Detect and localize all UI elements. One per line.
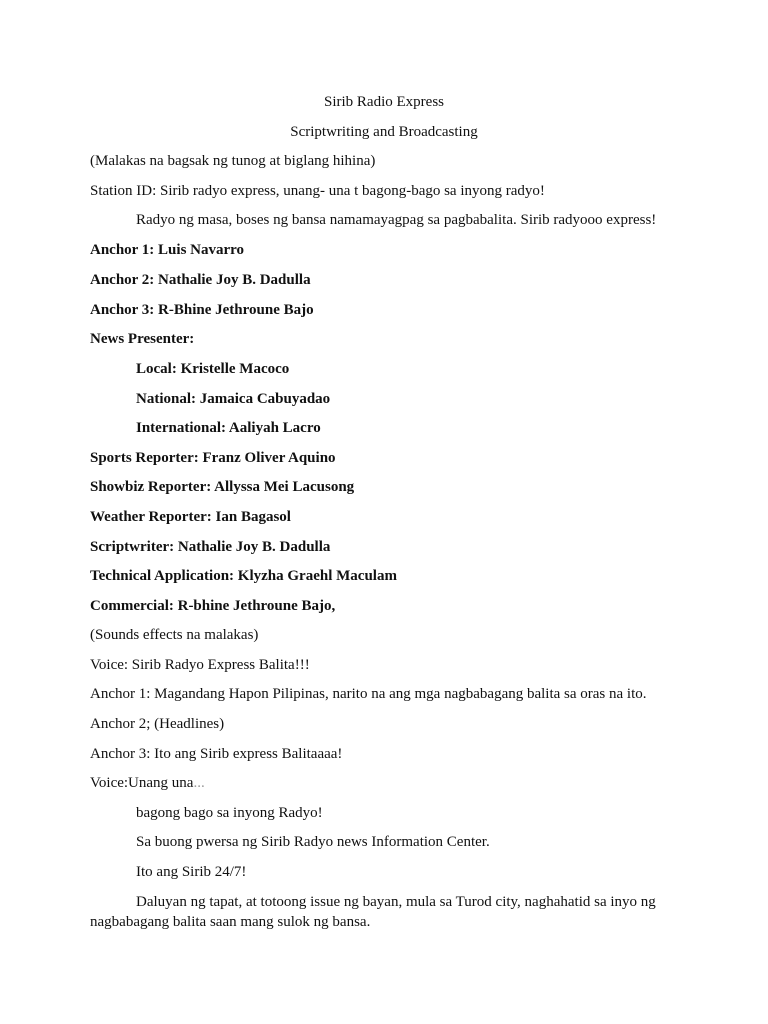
document-title: Sirib Radio Express: [324, 94, 444, 110]
local-presenter-credit: Local: Kristelle Macoco: [136, 361, 290, 377]
commercial-credit: Commercial: R-bhine Jethroune Bajo,: [90, 598, 336, 614]
technical-application-credit: Technical Application: Klyzha Graehl Maculam: [90, 568, 397, 584]
station-id-continuation: Radyo ng masa, boses ng bansa namamayagpag sa pagbabalita. Sirib radyooo express!: [136, 212, 657, 228]
news-presenter-heading: News Presenter:: [90, 331, 195, 347]
voice-continuation-4: Daluyan ng tapat, at totoong issue ng bayan, mula sa Turod city, naghahatid sa inyo ng: [136, 894, 656, 910]
document-subtitle: Scriptwriting and Broadcasting: [290, 124, 478, 140]
anchor-2-credit: Anchor 2: Nathalie Joy B. Dadulla: [90, 272, 311, 288]
station-id-line: Station ID: Sirib radyo express, unang- una t bagong-bago sa inyong radyo!: [90, 183, 545, 199]
voice-continuation-4-wrap: nagbabagang balita saan mang sulok ng bansa.: [90, 914, 371, 930]
voice-line: Voice: Sirib Radyo Express Balita!!!: [90, 657, 310, 673]
voice-continuation-1: bagong bago sa inyong Radyo!: [136, 805, 323, 821]
weather-reporter-credit: Weather Reporter: Ian Bagasol: [90, 509, 291, 525]
sound-effects-direction: (Sounds effects na malakas): [90, 627, 259, 643]
international-presenter-credit: International: Aaliyah Lacro: [136, 420, 321, 436]
ellipsis: ...: [193, 775, 205, 791]
voice-unang-una-text: Voice:Unang una: [90, 775, 194, 791]
stage-direction: (Malakas na bagsak ng tunog at biglang hihina): [90, 153, 376, 169]
voice-continuation-2: Sa buong pwersa ng Sirib Radyo news Information Center.: [136, 834, 490, 850]
showbiz-reporter-credit: Showbiz Reporter: Allyssa Mei Lacusong: [90, 479, 355, 495]
anchor-3-credit: Anchor 3: R-Bhine Jethroune Bajo: [90, 302, 314, 318]
voice-continuation-3: Ito ang Sirib 24/7!: [136, 864, 247, 880]
anchor-1-credit: Anchor 1: Luis Navarro: [90, 242, 245, 258]
scriptwriter-credit: Scriptwriter: Nathalie Joy B. Dadulla: [90, 539, 331, 555]
anchor-1-line: Anchor 1: Magandang Hapon Pilipinas, narito na ang mga nagbabagang balita sa oras na ito.: [90, 686, 647, 702]
voice-unang-una-line: [90, 774, 205, 792]
anchor-2-line: Anchor 2; (Headlines): [90, 716, 225, 732]
sports-reporter-credit: Sports Reporter: Franz Oliver Aquino: [90, 450, 336, 466]
national-presenter-credit: National: Jamaica Cabuyadao: [136, 391, 331, 407]
anchor-3-line: Anchor 3: Ito ang Sirib express Balitaaaa!: [90, 746, 343, 762]
